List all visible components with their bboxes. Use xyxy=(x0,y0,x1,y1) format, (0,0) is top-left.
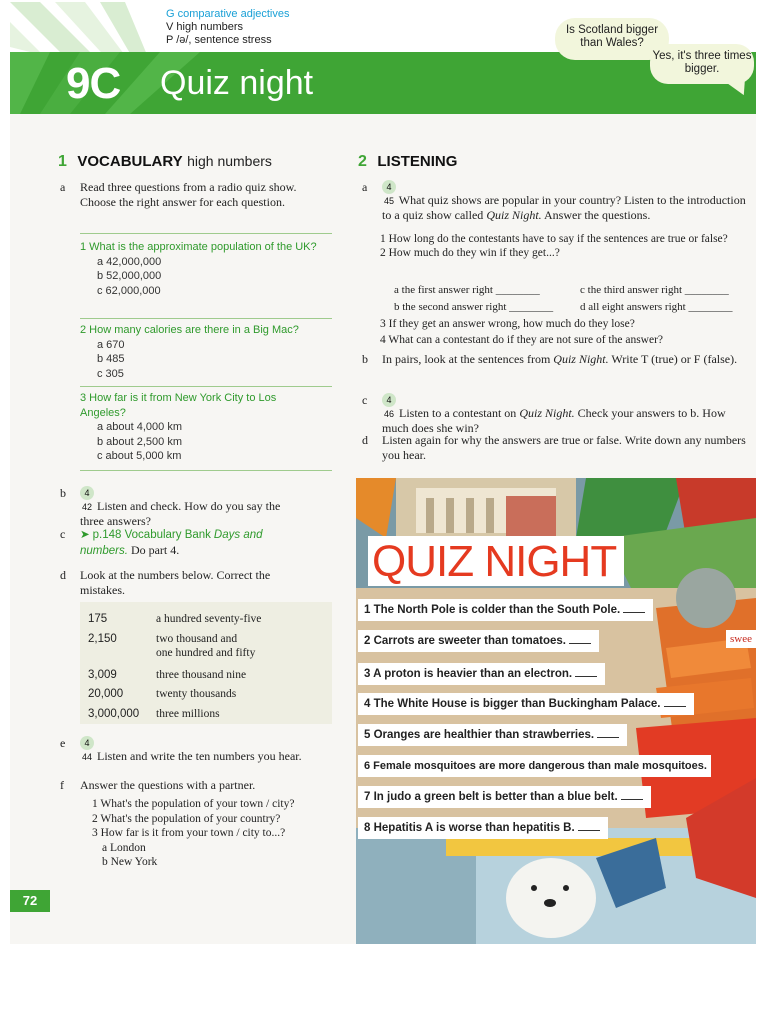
audio-track-icon: 4 46 xyxy=(383,395,394,419)
quiz-question-3: 3 How far is it from New York City to Los Angeles? a about 4,000 km b about 2,500 km c about 5,000 km xyxy=(80,392,277,462)
topic-vocabulary: V high numbers xyxy=(166,21,244,33)
listening-heading: 2 LISTENING xyxy=(358,153,458,170)
vocabulary-heading: 1 VOCABULARY high numbers xyxy=(58,153,272,170)
quiz-statement: 3 A proton is heavier than an electron. xyxy=(358,663,605,685)
arrow-icon: ➤ xyxy=(80,529,90,541)
listening-a-list-2: 3 If they get an answer wrong, how much do they lose? 4 What can a contestant do if they are not sure of the answer? xyxy=(380,318,664,346)
quiz-statement: 7 In judo a green belt is better than a blue belt. xyxy=(358,786,651,808)
divider xyxy=(80,386,332,387)
number-row: 175 a hundred seventy-five xyxy=(88,613,262,625)
quiz-night-collage xyxy=(356,478,756,944)
sweet-label: swee xyxy=(726,630,756,648)
vocab-f-list: 1 What's the population of your town / city? 2 What's the population of your country? 3 How far is it from your town / city to...? a London b New York xyxy=(92,798,295,868)
quiz-question-1: 1 What is the approximate population of the UK? a 42,000,000 b 52,000,000 c 62,000,000 xyxy=(80,241,317,297)
audio-track-icon: 4 42 xyxy=(81,488,92,512)
divider xyxy=(80,318,332,319)
textbook-page: G comparative adjectives V high numbers P /ə/, sentence stress 9C Quiz night Is Scotland bigger than Wales? Yes, it's three times bigger. 1 VOCABULARY high numbers a Read three questions from a radio quiz show. Choose the right answer for each question. 1 What is the approximate population of the UK? a 42,000,000 b 52,000,000 c 62,000,000 2 How many calories are there in a Big Mac? a 670 b 485 c 305 3 How far is it from New York City to Los Angeles? a about 4,000 km b about 2,500 km c about 5,000 km b 4 42 Listen and check. How do you say the three answers? c ➤ p.148 Vocabulary Bank Days and numbers. Do part 4. d Look at the numbers below. Correct the mistakes. 175 a hundred seventy-five 2,150 two thousand and one hundred and fifty 3,009 three thousand nine 20,000 twenty thousands 3,000,000 three millions e 4 44 Listen and write the ten numbers you hear. f Answer the questions with a partner. 1 What's the population of your town / city? 2 What's the population of your country? 3 How far is it from your town / city to...? a London b New York 72 2 LISTENING a 4 45 What quiz shows are popular in your country? Listen to the introduction to a quiz show called Quiz Night. Answer the questions. 1 How long do the contestants have to say if the sentences are true or false? 2 How much do they win if they get...? a the first answer right ________ b the second answer right ________ c the third answer right ________ d all eight answers right ________ 3 If they get an answer wrong, how much do they lose? 4 What can a contestant do if they are not sure of the answer? b In pairs, look at the sentences from Quiz Night. Write T (true) or F (false). c 4 46 Listen to a contestant on Quiz Night. Check your answers to b. How much does she win? d Listen again for why the answers are true or false. Write down any numbers you hear. QUIZ NIGHT swee 1 The North Pole is colder than the South Pole. 2 Carrots are sweeter than tomatoes. 3 A proton is heavier than an electron. 4 The White House is bigger than Buckingham Palace. 5 Oranges are healthier than strawberries. 6 Female mosquitoes are more dangerous than male mosquitoes. 7 In judo a green belt is better than a blue belt. 8 Hepatitis A is worse than hepatitis B. xyxy=(10,2,756,944)
listening-sub-ab: a the first answer right ________ b the second answer right ________ xyxy=(394,284,554,313)
quiz-statement: 5 Oranges are healthier than strawberries. xyxy=(358,724,627,746)
number-row: 2,150 two thousand and one hundred and fifty xyxy=(88,633,256,659)
quiz-night-title: QUIZ NIGHT xyxy=(368,536,624,586)
numbers-table xyxy=(80,602,332,724)
quiz-statement: 1 The North Pole is colder than the South Pole. xyxy=(358,599,653,621)
number-row: 3,009 three thousand nine xyxy=(88,669,247,681)
divider xyxy=(80,470,332,471)
audio-track-icon: 4 44 xyxy=(81,738,92,762)
unit-title: Quiz night xyxy=(160,64,314,102)
quiz-statement: 8 Hepatitis A is worse than hepatitis B. xyxy=(358,817,608,839)
listening-sub-cd: c the third answer right ________ d all eight answers right ________ xyxy=(580,284,733,313)
speech-bubble-answer: Yes, it's three times bigger. xyxy=(650,44,754,84)
speech-bubble-question: Is Scotland bigger than Wales? xyxy=(555,18,669,60)
unit-number: 9C xyxy=(66,59,121,108)
topic-pronunciation: P /ə/, sentence stress xyxy=(166,34,272,46)
quiz-statement: 2 Carrots are sweeter than tomatoes. xyxy=(358,630,599,652)
page-number: 72 xyxy=(10,890,50,912)
number-row: 20,000 twenty thousands xyxy=(88,688,237,700)
audio-track-icon: 4 45 xyxy=(383,182,394,206)
divider xyxy=(80,233,332,234)
unit-header xyxy=(10,2,756,114)
quiz-statement: 4 The White House is bigger than Buckingham Palace. xyxy=(358,693,694,715)
quiz-statement: 6 Female mosquitoes are more dangerous than male mosquitoes. xyxy=(358,755,711,777)
vocabulary-bank-link[interactable]: p.148 Vocabulary Bank xyxy=(92,529,211,541)
topic-grammar: G comparative adjectives xyxy=(166,8,290,20)
quiz-question-2: 2 How many calories are there in a Big Mac? a 670 b 485 c 305 xyxy=(80,324,299,380)
listening-a-list: 1 How long do the contestants have to say if the sentences are true or false? 2 How much do they win if they get...? xyxy=(380,233,728,259)
lesson-topics xyxy=(166,8,290,47)
number-row: 3,000,000 three millions xyxy=(88,708,220,720)
